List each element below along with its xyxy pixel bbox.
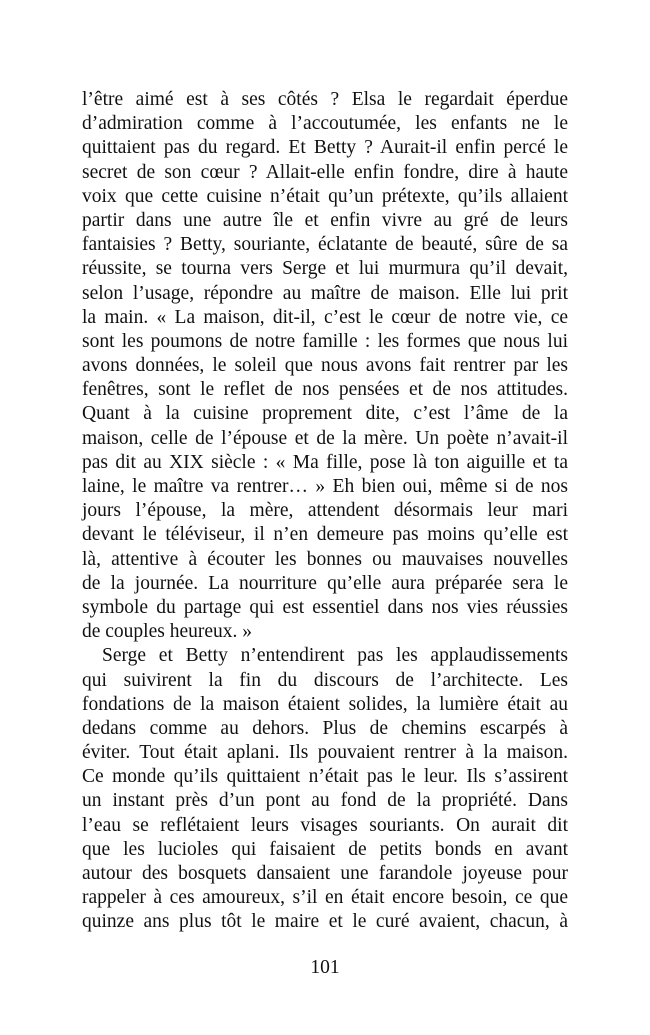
text-line: rappeler à ces amoureux, s’il en était encore besoin, ce que	[82, 887, 568, 909]
text-line: quinze ans plus tôt le maire et le curé avaient, chacun, à	[82, 911, 568, 933]
text-line: d’admiration comme à l’accoutumée, les enfants ne le	[82, 113, 568, 135]
text-line: fondations de la maison étaient solides, la lumière était au	[82, 693, 568, 715]
text-line: jours l’épouse, la mère, attendent désormais leur mari	[82, 500, 568, 522]
text-line: secret de son cœur ? Allait-elle enfin fondre, dire à haute	[82, 161, 568, 183]
text-line: maison, celle de l’épouse et de la mère. Un poète n’avait-il	[82, 427, 568, 449]
text-line: voix que cette cuisine n’était qu’un prétexte, qu’ils allaient	[82, 185, 568, 207]
page-number: 101	[310, 957, 340, 978]
text-line: l’être aimé est à ses côtés ? Elsa le regardait éperdue	[82, 89, 568, 110]
text-line: partir dans une autre île et enfin vivre au gré de leurs	[82, 209, 568, 231]
text-line: symbole du partage qui est essentiel dans nos vies réussies	[82, 596, 568, 618]
text-line: de la journée. La nourriture qu’elle aura préparée sera le	[82, 572, 568, 594]
text-line: là, attentive à écouter les bonnes ou mauvaises nouvelles	[82, 548, 568, 570]
text-line: Serge et Betty n’entendirent pas les applaudissements	[102, 645, 568, 667]
text-line: la main. « La maison, dit-il, c’est le cœur de notre vie, ce	[82, 306, 568, 328]
text-line: Quant à la cuisine proprement dite, c’est l’âme de la	[82, 403, 568, 425]
text-line: fantaisies ? Betty, souriante, éclatante de beauté, sûre de sa	[82, 234, 568, 256]
text-line: un instant près d’un pont au fond de la propriété. Dans	[82, 790, 568, 812]
text-line: l’eau se reflétaient leurs visages souriants. On aurait dit	[82, 814, 568, 836]
text-line: Ce monde qu’ils quittaient n’était pas le leur. Ils s’assirent	[82, 766, 568, 788]
text-line: autour des bosquets dansaient une farandole joyeuse pour	[82, 863, 568, 884]
text-line: devant le téléviseur, il n’en demeure pas moins qu’elle est	[82, 524, 568, 546]
text-line: éviter. Tout était aplani. Ils pouvaient rentrer à la maison.	[82, 742, 568, 764]
text-line: selon l’usage, répondre au maître de maison. Elle lui prit	[82, 282, 568, 304]
text-line: pas dit au XIX siècle : « Ma fille, pose là ton aiguille et ta	[82, 451, 568, 473]
text-line: réussite, se tourna vers Serge et lui murmura qu’il devait,	[82, 258, 568, 280]
text-line: qui suivirent la fin du discours de l’architecte. Les	[82, 669, 568, 691]
text-line: avons données, le soleil que nous avons fait rentrer par les	[82, 355, 568, 377]
text-line: laine, le maître va rentrer… » Eh bien oui, même si de nos	[82, 476, 568, 497]
text-line: de couples heureux. »	[82, 621, 253, 643]
text-line: fenêtres, sont le reflet de nos pensées et de nos attitudes.	[82, 379, 568, 401]
body-text	[82, 88, 568, 935]
text-line: que les lucioles qui faisaient de petits bonds en avant	[82, 838, 568, 860]
text-line: sont les poumons de notre famille : les formes que nous lui	[82, 330, 568, 352]
text-line: dedans comme au dehors. Plus de chemins escarpés à	[82, 717, 568, 739]
text-line: quittaient pas du regard. Et Betty ? Aurait-il enfin percé le	[82, 137, 568, 159]
